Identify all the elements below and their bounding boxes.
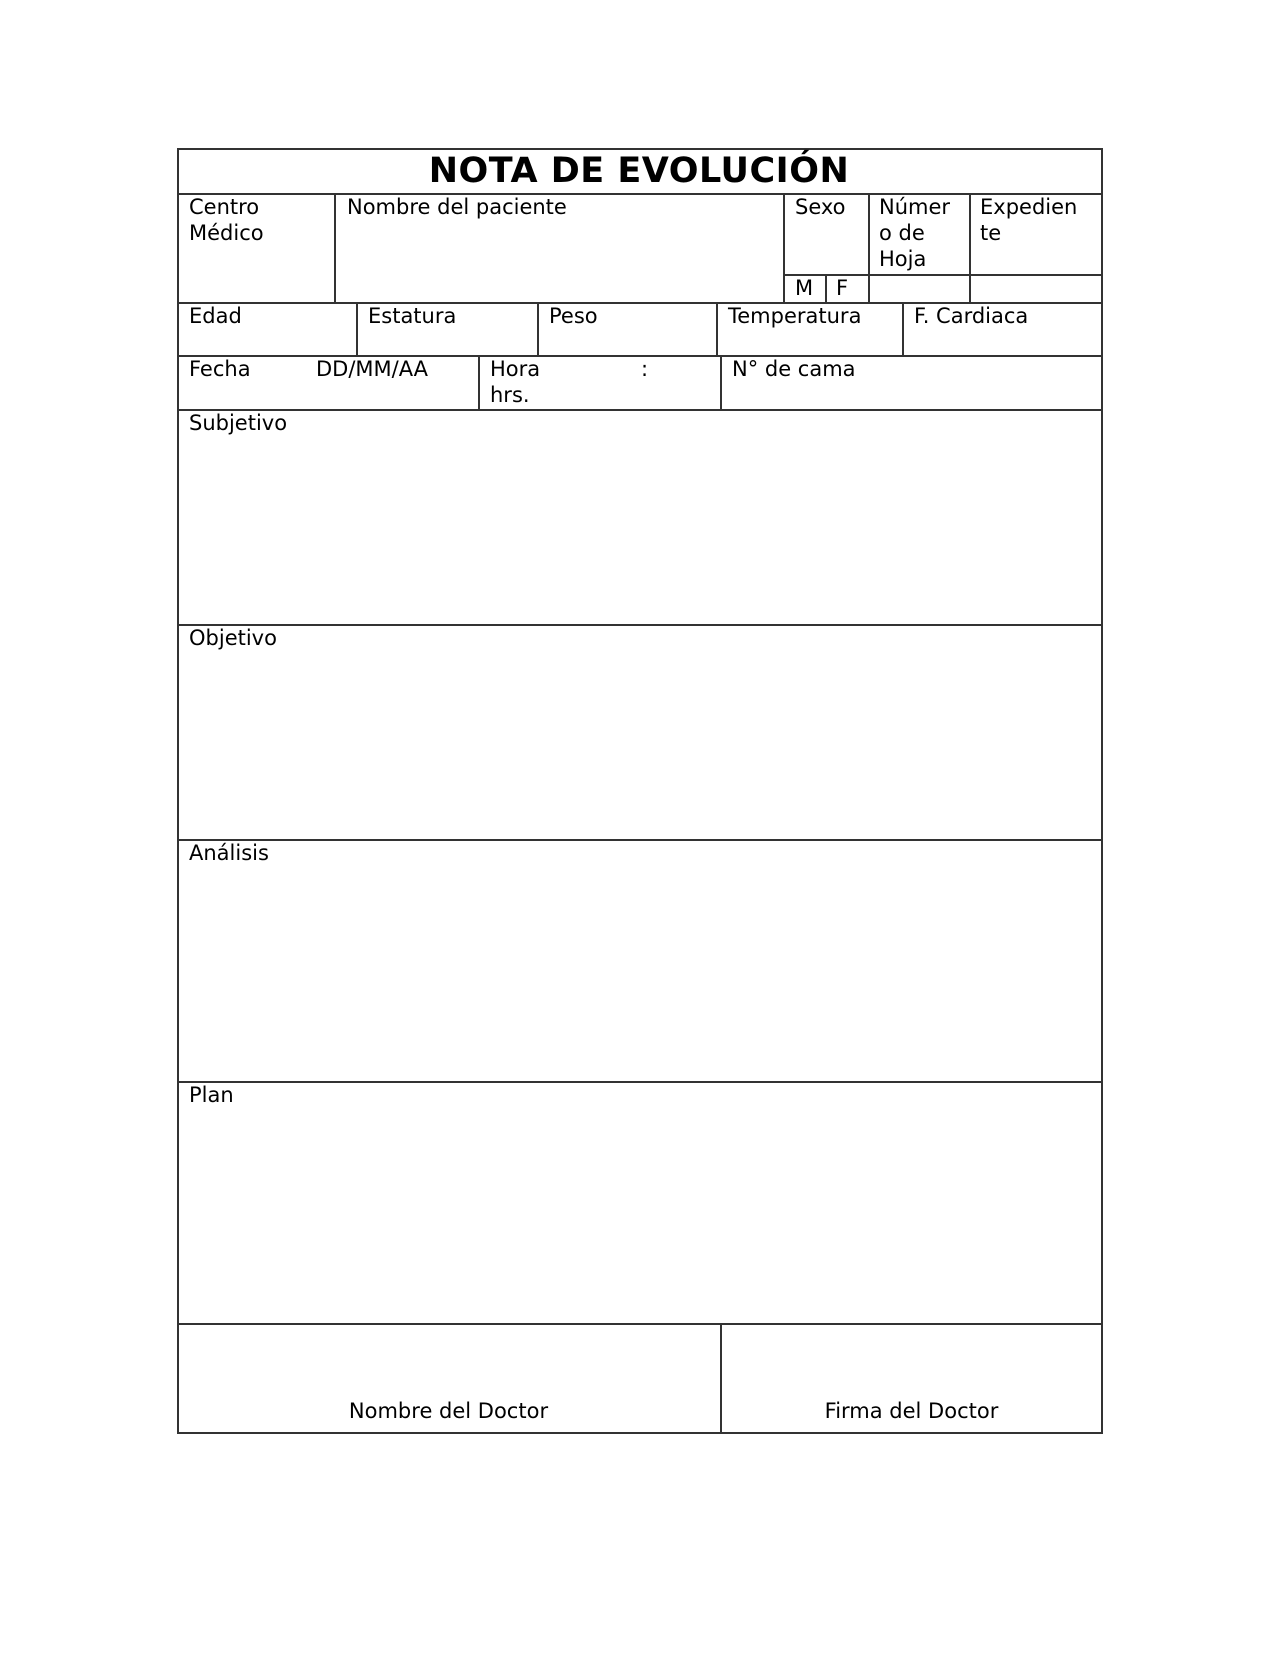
sexo-label: Sexo [795, 195, 846, 219]
estatura-label: Estatura [368, 304, 457, 328]
fecha-format-hint: DD/MM/AA [316, 357, 429, 381]
subjetivo-label: Subjetivo [189, 411, 288, 435]
analisis-label: Análisis [189, 841, 269, 865]
f-cardiaca-label: F. Cardiaca [914, 304, 1029, 328]
centro-medico-label-2: Médico [189, 221, 264, 245]
numero-hoja-label-2: o de [879, 221, 925, 245]
edad-label: Edad [189, 304, 242, 328]
nombre-doctor-label: Nombre del Doctor [348, 1399, 549, 1423]
firma-doctor-label: Firma del Doctor [824, 1399, 999, 1423]
subjetivo-field[interactable] [179, 438, 1100, 623]
nombre-doctor-field[interactable] [179, 1325, 719, 1395]
numero-hoja-field[interactable] [870, 276, 968, 301]
plan-field[interactable] [179, 1110, 1100, 1322]
sexo-f-option[interactable]: F [836, 276, 849, 300]
evolution-note-form [177, 148, 1101, 1432]
hora-label: Hora [490, 357, 541, 381]
divider-subjetivo [177, 624, 1101, 626]
objetivo-field[interactable] [179, 653, 1100, 838]
hora-separator: : [641, 357, 649, 381]
nombre-paciente-field[interactable] [336, 222, 782, 300]
divider-v-fecha [478, 355, 480, 409]
numero-hoja-label-1: Númer [879, 195, 951, 219]
analisis-field[interactable] [179, 868, 1100, 1080]
sexo-m-option[interactable]: M [795, 276, 814, 300]
divider-title [177, 193, 1101, 195]
firma-doctor-field[interactable] [722, 1325, 1100, 1395]
divider-v-peso [716, 302, 718, 355]
divider-date [177, 409, 1101, 411]
centro-medico-label-1: Centro [189, 195, 260, 219]
divider-objetivo [177, 839, 1101, 841]
fecha-label: Fecha [189, 357, 251, 381]
border-right [1101, 148, 1103, 1433]
hora-unit: hrs. [490, 383, 530, 407]
form-title: NOTA DE EVOLUCIÓN [428, 151, 850, 191]
divider-analisis [177, 1081, 1101, 1083]
objetivo-label: Objetivo [189, 626, 277, 650]
divider-v-mf [825, 274, 827, 302]
nombre-paciente-label: Nombre del paciente [347, 195, 567, 219]
expediente-label-1: Expedien [980, 195, 1078, 219]
temperatura-label: Temperatura [728, 304, 862, 328]
cama-label: N° de cama [732, 357, 856, 381]
divider-v-estatura [537, 302, 539, 355]
divider-v-edad [356, 302, 358, 355]
centro-medico-field[interactable] [179, 248, 333, 300]
peso-label: Peso [549, 304, 598, 328]
expediente-label-2: te [980, 221, 1002, 245]
divider-v-hora [720, 355, 722, 409]
divider-v-temperatura [902, 302, 904, 355]
divider-v-nombre [783, 193, 785, 302]
border-bottom [177, 1432, 1103, 1434]
numero-hoja-label-3: Hoja [879, 247, 927, 271]
expediente-field[interactable] [971, 276, 1100, 301]
plan-label: Plan [189, 1083, 234, 1107]
